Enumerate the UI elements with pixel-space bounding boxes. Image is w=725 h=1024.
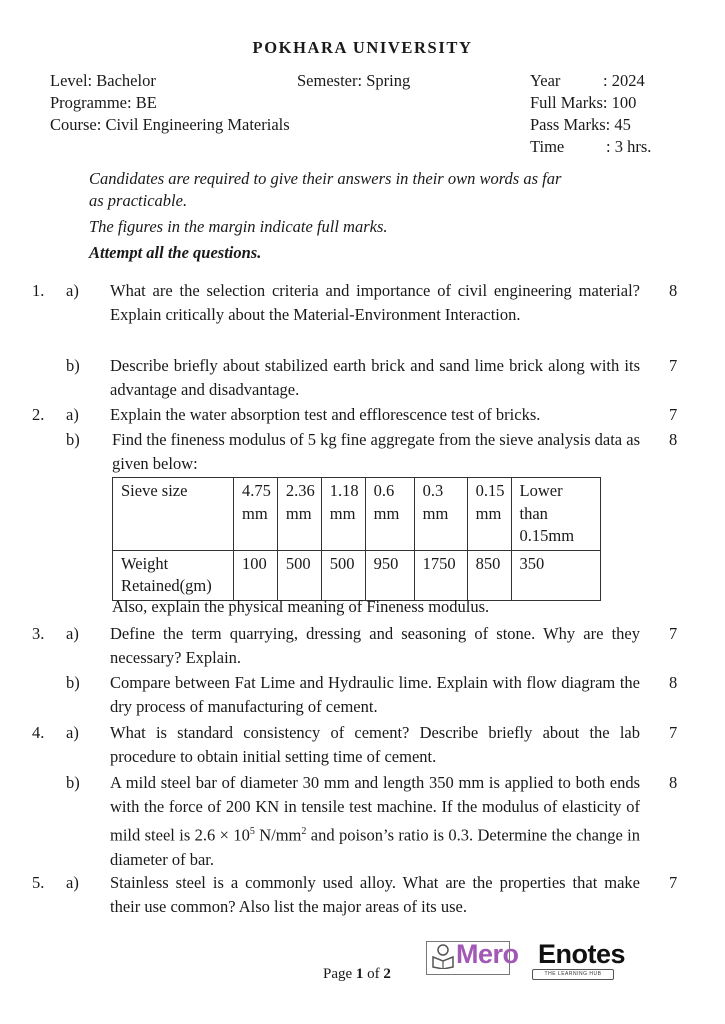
table-row	[113, 550, 601, 600]
question-part-label: b)	[66, 773, 80, 792]
question-text: A mild steel bar of diameter 30 mm and length 350 mm is applied to both ends with the force of 200 KN in tensile test machine. If the modulus of elasticity of mild steel is $2.6 \times 10^5$ $N/mm^2$ and poison’s ratio is 0.3. Determine the change in diameter of bar.	[110, 773, 640, 869]
instruction-line-2: as practicable.	[89, 191, 188, 210]
table-cell: 1750	[414, 550, 467, 600]
table-cell: 950	[365, 550, 414, 600]
question-part-label: b)	[66, 673, 80, 692]
instruction-line-4: Attempt all the questions.	[89, 243, 262, 262]
year-label: Year	[530, 71, 561, 90]
question-text: Stainless steel is a commonly used alloy. What are the properties that make their use common? Also list the major areas of its use.	[110, 873, 640, 917]
instruction-line-1: Candidates are required to give their answers in their own words as far	[89, 169, 562, 188]
table-row	[113, 478, 601, 551]
table-cell: 500	[321, 550, 365, 600]
table-row-header: Weight Retained(gm)	[113, 550, 234, 600]
question-marks: 7	[669, 873, 678, 892]
table-cell: 0.3 mm	[414, 478, 467, 551]
question-text: Explain the water absorption test and efflorescence test of bricks.	[110, 405, 541, 424]
table-cell: 0.6 mm	[365, 478, 414, 551]
question-part-label: b)	[66, 356, 80, 375]
page-indicator: Page 1 of 2	[323, 966, 391, 982]
university-title: POKHARA UNIVERSITY	[252, 38, 473, 57]
question-part-label: a)	[66, 405, 79, 424]
table-cell: 0.15 mm	[467, 478, 511, 551]
logo-text-enotes: Enotes	[538, 939, 626, 969]
question-text: Define the term quarrying, dressing and seasoning of stone. Why are they necessary? Explain.	[110, 624, 640, 668]
question-text: Compare between Fat Lime and Hydraulic lime. Explain with flow diagram the dry process of manufacturing of cement.	[110, 673, 640, 717]
sieve-analysis-table	[112, 477, 601, 601]
course-label: Course: Civil Engineering Materials	[50, 115, 290, 134]
question-part-label: a)	[66, 281, 79, 300]
table-cell: Lower than 0.15mm	[511, 478, 600, 551]
question-marks: 8	[669, 773, 678, 792]
time-label: Time	[530, 137, 565, 156]
full-marks: Full Marks: 100	[530, 93, 637, 112]
question-marks: 7	[669, 723, 678, 742]
question-number: 4.	[32, 723, 45, 742]
question-marks: 7	[669, 624, 678, 643]
table-cell: 4.75 mm	[234, 478, 278, 551]
programme-label: Programme: BE	[50, 93, 157, 112]
semester-label: Semester: Spring	[297, 71, 411, 90]
question-part-label: a)	[66, 624, 79, 643]
question-text: What is standard consistency of cement? Describe briefly about the lab procedure to obtain initial setting time of cement.	[110, 723, 640, 767]
table-cell: 500	[277, 550, 321, 600]
question-text: Describe briefly about stabilized earth brick and sand lime brick along with its advantage and disadvantage.	[110, 356, 640, 400]
question-followup-text: Also, explain the physical meaning of Fineness modulus.	[112, 597, 490, 616]
question-marks: 7	[669, 405, 678, 424]
question-number: 2.	[32, 405, 45, 424]
question-part-label: a)	[66, 723, 79, 742]
logo-tagline: THE LEARNING HUB	[532, 969, 614, 980]
question-number: 3.	[32, 624, 45, 643]
question-text: What are the selection criteria and importance of civil engineering material? Explain critically about the Material-Environment Interaction.	[110, 281, 640, 325]
question-number: 1.	[32, 281, 45, 300]
question-marks: 8	[669, 281, 678, 300]
question-marks: 7	[669, 356, 678, 375]
table-cell: 100	[234, 550, 278, 600]
reading-person-icon	[430, 943, 456, 969]
table-row-header: Sieve size	[113, 478, 234, 551]
question-part-label: a)	[66, 873, 79, 892]
question-marks: 8	[669, 673, 678, 692]
table-cell: 350	[511, 550, 600, 600]
time-value: : 3 hrs.	[606, 137, 652, 156]
logo-text-mero: Mero	[456, 939, 519, 969]
question-number: 5.	[32, 873, 45, 892]
question-part-label: b)	[66, 430, 80, 449]
instruction-line-3: The figures in the margin indicate full marks.	[89, 217, 388, 236]
table-cell: 2.36 mm	[277, 478, 321, 551]
table-cell: 1.18 mm	[321, 478, 365, 551]
question-text: Find the fineness modulus of 5 kg fine aggregate from the sieve analysis data as given below:	[112, 430, 640, 474]
pass-marks: Pass Marks: 45	[530, 115, 631, 134]
merоenotes-logo	[426, 936, 626, 980]
table-cell: 850	[467, 550, 511, 600]
year-value: : 2024	[603, 71, 645, 90]
question-marks: 8	[669, 430, 678, 449]
level-label: Level: Bachelor	[50, 71, 156, 90]
